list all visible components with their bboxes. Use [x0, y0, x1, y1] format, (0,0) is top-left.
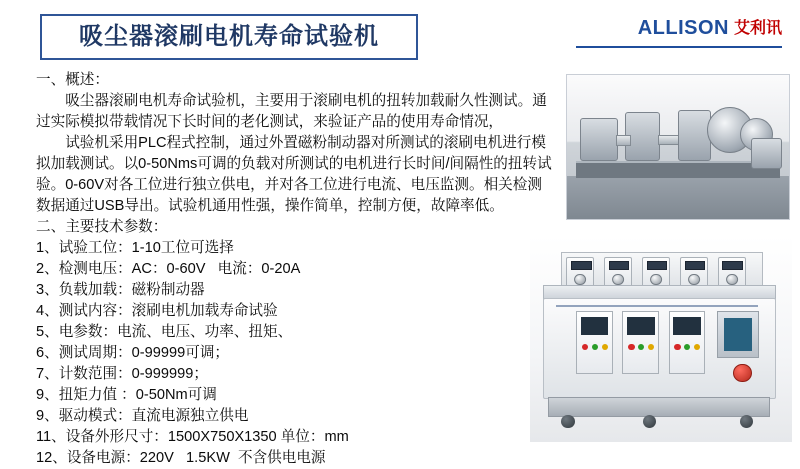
- red-button-icon: [674, 344, 680, 350]
- meter-display: [722, 261, 743, 271]
- red-button-icon: [628, 344, 634, 350]
- panel-stripe: [556, 305, 759, 307]
- control-panel: [622, 311, 659, 374]
- yellow-button-icon: [602, 344, 608, 350]
- hmi-touchscreen[interactable]: [717, 311, 758, 358]
- brand-underline: [576, 46, 782, 48]
- overview-paragraph-1: 吸尘器滚刷电机寿命试验机，主要用于滚刷电机的扭转加载耐久性测试。通过实际模拟带载情况下长时间的老化测试，来验证产品的使用寿命情况，: [36, 93, 547, 130]
- param-item: 9、驱动模式：直流电源独立供电: [36, 408, 249, 424]
- photo-rail: [576, 161, 780, 177]
- station-unit: [604, 257, 632, 289]
- yellow-button-icon: [694, 344, 700, 350]
- meter-display: [685, 261, 706, 271]
- section-1-heading: 一、概述：: [36, 72, 109, 88]
- motor-unit-icon: [678, 110, 711, 161]
- motor-unit-icon: [580, 118, 618, 160]
- content-body: [36, 70, 556, 469]
- meter-display: [571, 261, 592, 271]
- param-item: 6、测试周期：0-99999可调；: [36, 345, 230, 361]
- param-item: 9、扭矩力值 ：0-50Nm可调: [36, 387, 217, 403]
- meter-display: [647, 261, 668, 271]
- photo-table: [567, 176, 789, 219]
- green-button-icon: [638, 344, 644, 350]
- param-item: 12、设备电源：220V 1.5KW 不含供电电源: [36, 450, 326, 466]
- panel-screen: [673, 317, 701, 335]
- param-item: 3、负载加载：磁粉制动器: [36, 282, 205, 298]
- param-item: 2、检测电压：AC：0-60V 电流：0-20A: [36, 261, 301, 277]
- control-knob-icon: [726, 274, 738, 286]
- meter-display: [609, 261, 630, 271]
- param-item: 4、测试内容：滚刷电机加载寿命试验: [36, 303, 278, 319]
- control-knob-icon: [688, 274, 700, 286]
- param-item: 5、电参数：电流、电压、功率、扭矩、: [36, 324, 293, 340]
- station-unit: [642, 257, 670, 289]
- section-2-heading: 二、主要技术参数：: [36, 219, 168, 235]
- param-item: 1、试验工位：1-10工位可选择: [36, 240, 234, 256]
- caster-wheel-icon: [740, 415, 753, 428]
- brand-name-cn: 艾利讯: [733, 20, 782, 37]
- panel-screen: [627, 317, 655, 335]
- caster-wheel-icon: [643, 415, 656, 428]
- brand-logo: [638, 18, 782, 38]
- param-item: 11、设备外形尺寸：1500X750X1350 单位：mm: [36, 429, 349, 445]
- overview-paragraph-2: 试验机采用PLC程式控制，通过外置磁粉制动器对所测试的滚刷电机进行模拟加载测试。以0-50Nms可调的负载对所测试的电机进行长时间/间隔性的扭转试验。0-60V对各工位进行独立供电，并对各工位进行电流、电压监测。相关检测数据通过USB导出。试验机通用性强，操作简单，控制方便，故障率低。: [36, 135, 552, 214]
- green-button-icon: [684, 344, 690, 350]
- caster-wheel-icon: [561, 415, 574, 428]
- brand-name-en: ALLISON: [637, 17, 729, 39]
- panel-screen: [581, 317, 609, 335]
- station-unit: [718, 257, 746, 289]
- page-title: 吸尘器滚刷电机寿命试验机: [79, 23, 379, 50]
- bench-body: [543, 298, 776, 399]
- param-item: 7、计数范围：0-999999；: [36, 366, 208, 382]
- green-button-icon: [592, 344, 598, 350]
- control-panel: [576, 311, 613, 374]
- emergency-stop-button[interactable]: [733, 364, 751, 382]
- motor-unit-icon: [751, 138, 782, 169]
- control-knob-icon: [612, 274, 624, 286]
- test-rig-closeup-photo: [566, 74, 790, 220]
- hmi-lcd: [724, 318, 752, 351]
- station-unit: [680, 257, 708, 289]
- control-knob-icon: [574, 274, 586, 286]
- page-title-box: [40, 14, 418, 60]
- control-panel: [669, 311, 706, 374]
- drive-shaft-icon: [616, 135, 631, 146]
- red-button-icon: [582, 344, 588, 350]
- yellow-button-icon: [648, 344, 654, 350]
- bench-base: [548, 397, 770, 418]
- full-machine-bench-photo: [530, 236, 792, 442]
- control-knob-icon: [650, 274, 662, 286]
- station-unit: [566, 257, 594, 289]
